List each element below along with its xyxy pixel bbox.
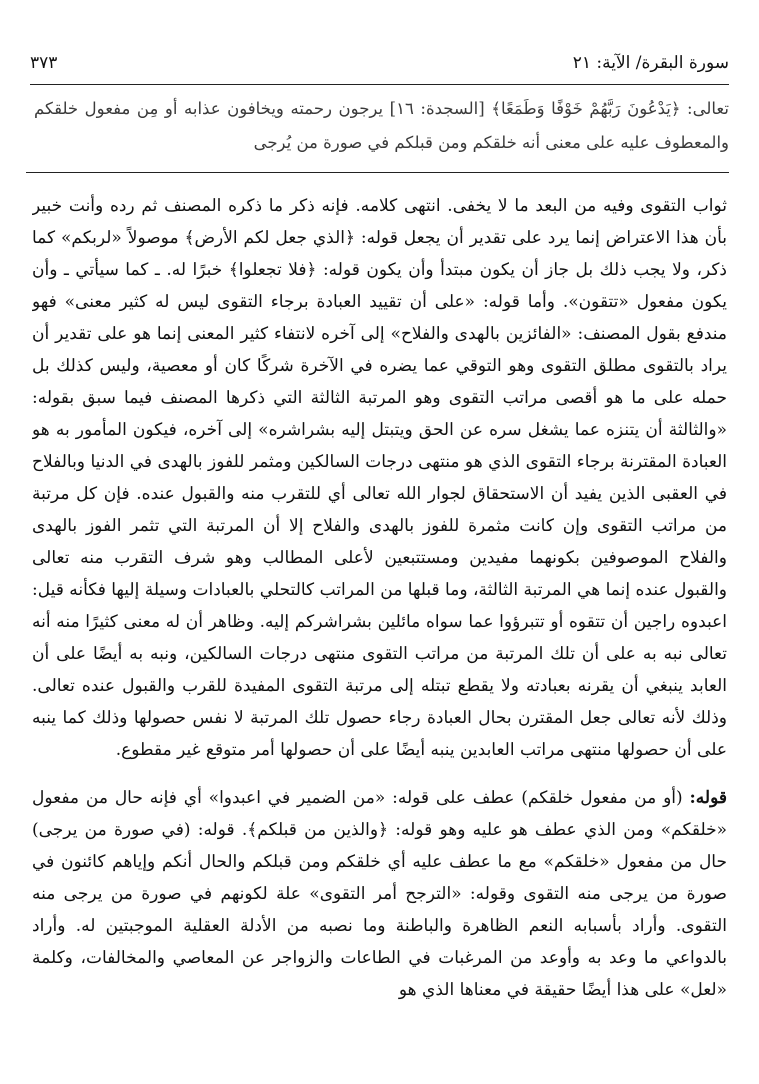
quoted-source-text: تعالى: ﴿يَدْعُونَ رَبَّهُمْ خَوْفًا وَطَمَعًا﴾ [السجدة: ١٦] يرجون رحمته ويخافون عذابه أو مِن مفعول خلقكم والمعطوف عليه على معنى أنه خلقكم ومن قبلكم في صورة من يُرجى [34, 99, 729, 152]
header-rule [30, 84, 729, 85]
page-number: ٣٧٣ [30, 53, 58, 73]
paragraph-lead: قوله: [689, 788, 727, 808]
section-separator [26, 172, 729, 173]
paragraph-text: ثواب التقوى وفيه من البعد ما لا يخفى. انتهى كلامه. فإنه ذكر ما ذكره المصنف ثم رده وأنت خبير بأن هذا الاعتراض إنما يرد على تقدير أن يجعل قوله: ﴿الذي جعل لكم الأرض﴾ موصولاً «لربكم» كما ذكر، ولا يجب ذلك بل جاز أن يكون مبتدأ وأن يكون قوله: ﴿فلا تجعلوا﴾ خبرًا له. ـ كما سيأتي ـ وأن يكون مفعول «تتقون». وأما قوله: «على أن تقييد العبادة برجاء التقوى ليس له كثير معنى» فهو مندفع بقول المصنف: «الفائزين بالهدى والفلاح» إلى آخره لانتفاء كثير المعنى إنما هو على تقدير أن يراد بالتقوى مطلق التقوى وهو التوقي عما يضره في الآخرة شركًا كان أو معصية، وليس كذلك بل حمله على ما هو أقصى مراتب التقوى وهو المرتبة الثالثة التي ذكرها المصنف فيما سبق بقوله: «والثالثة أن يتنزه عما يشغل سره عن الحق ويتبتل إليه بشراشره» إلى آخره، فيكون المأمور به هو العبادة المقترنة برجاء التقوى الذي هو منتهى درجات السالكين ومثمر للفوز بالهدى في الدنيا وبالفلاح في العقبى الذين يفيد أن الاستحقاق لجوار الله تعالى أي للتقرب منه والقبول عنده. فإن كل مرتبة من مراتب التقوى وإن كانت مثمرة للفوز بالهدى والفلاح إلا أن المرتبة التي تثمر الفوز بالهدى والفلاح الموصوفين بكونهما مفيدين ومستتبعين لأعلى المطالب وهو شرف التقرب منه تعالى والقبول عنده إنما هي المرتبة الثالثة، وما قبلها من المراتب كالتحلي بالعبادات وسيلة إليها فكأنه قيل: اعبدوه راجين أن تتقوه أو تتبرؤوا عما سواه مائلين بشراشركم إليه. وظاهر أن له معنى كثيرًا منه أنه تعالى نبه به على أن تلك المرتبة من مراتب التقوى منتهى درجات السالكين، ونبه به أيضًا على أن العابد ينبغي أن يقرنه بعبادته ولا يقطع تبتله إلى مرتبة التقوى المفيدة للقرب والقبول عنده تعالى. وذلك لأنه تعالى جعل المقترن بحال العبادة رجاء حصول تلك المرتبة لا نفس حصولها وذلك كما ينبه على أن حصولها منتهى مراتب العابدين ينبه أيضًا على أن حصولها أمر متوقع غير مقطوع. [32, 196, 727, 760]
paragraph-text: (أو من مفعول خلقكم) عطف على قوله: «من الضمير في اعبدوا» أي فإنه حال من مفعول «خلقكم» ومن الذي عطف هو عليه وهو قوله: ﴿والذين من قبلكم﴾. قوله: (في صورة من يرجى) حال من مفعول «خلقكم» مع ما عطف عليه أي خلقكم ومن قبلكم والحال أنكم وإياهم كائنون في صورة من يرجى منه التقوى وقوله: «الترجح أمر التقوى» علة لكونهم في صورة من يرجى منه التقوى. وأراد بأسبابه النعم الظاهرة والباطنة وما نصبه من الأدلة العقلية الموجبتين له. وأراد بالدواعي ما وعد به وأوعد من المرغبات في الطاعات والزواجر عن المعاصي والمخالفات، وكلمة «لعل» على هذا أيضًا حقيقة في معناها الذي هو [32, 788, 727, 1000]
paragraph-gap [32, 766, 727, 782]
running-title: سورة البقرة/ الآية: ٢١ [572, 53, 729, 73]
paragraph [32, 190, 727, 766]
paragraph [32, 782, 727, 1006]
commentary-body [32, 190, 727, 1066]
page-header [30, 48, 729, 78]
